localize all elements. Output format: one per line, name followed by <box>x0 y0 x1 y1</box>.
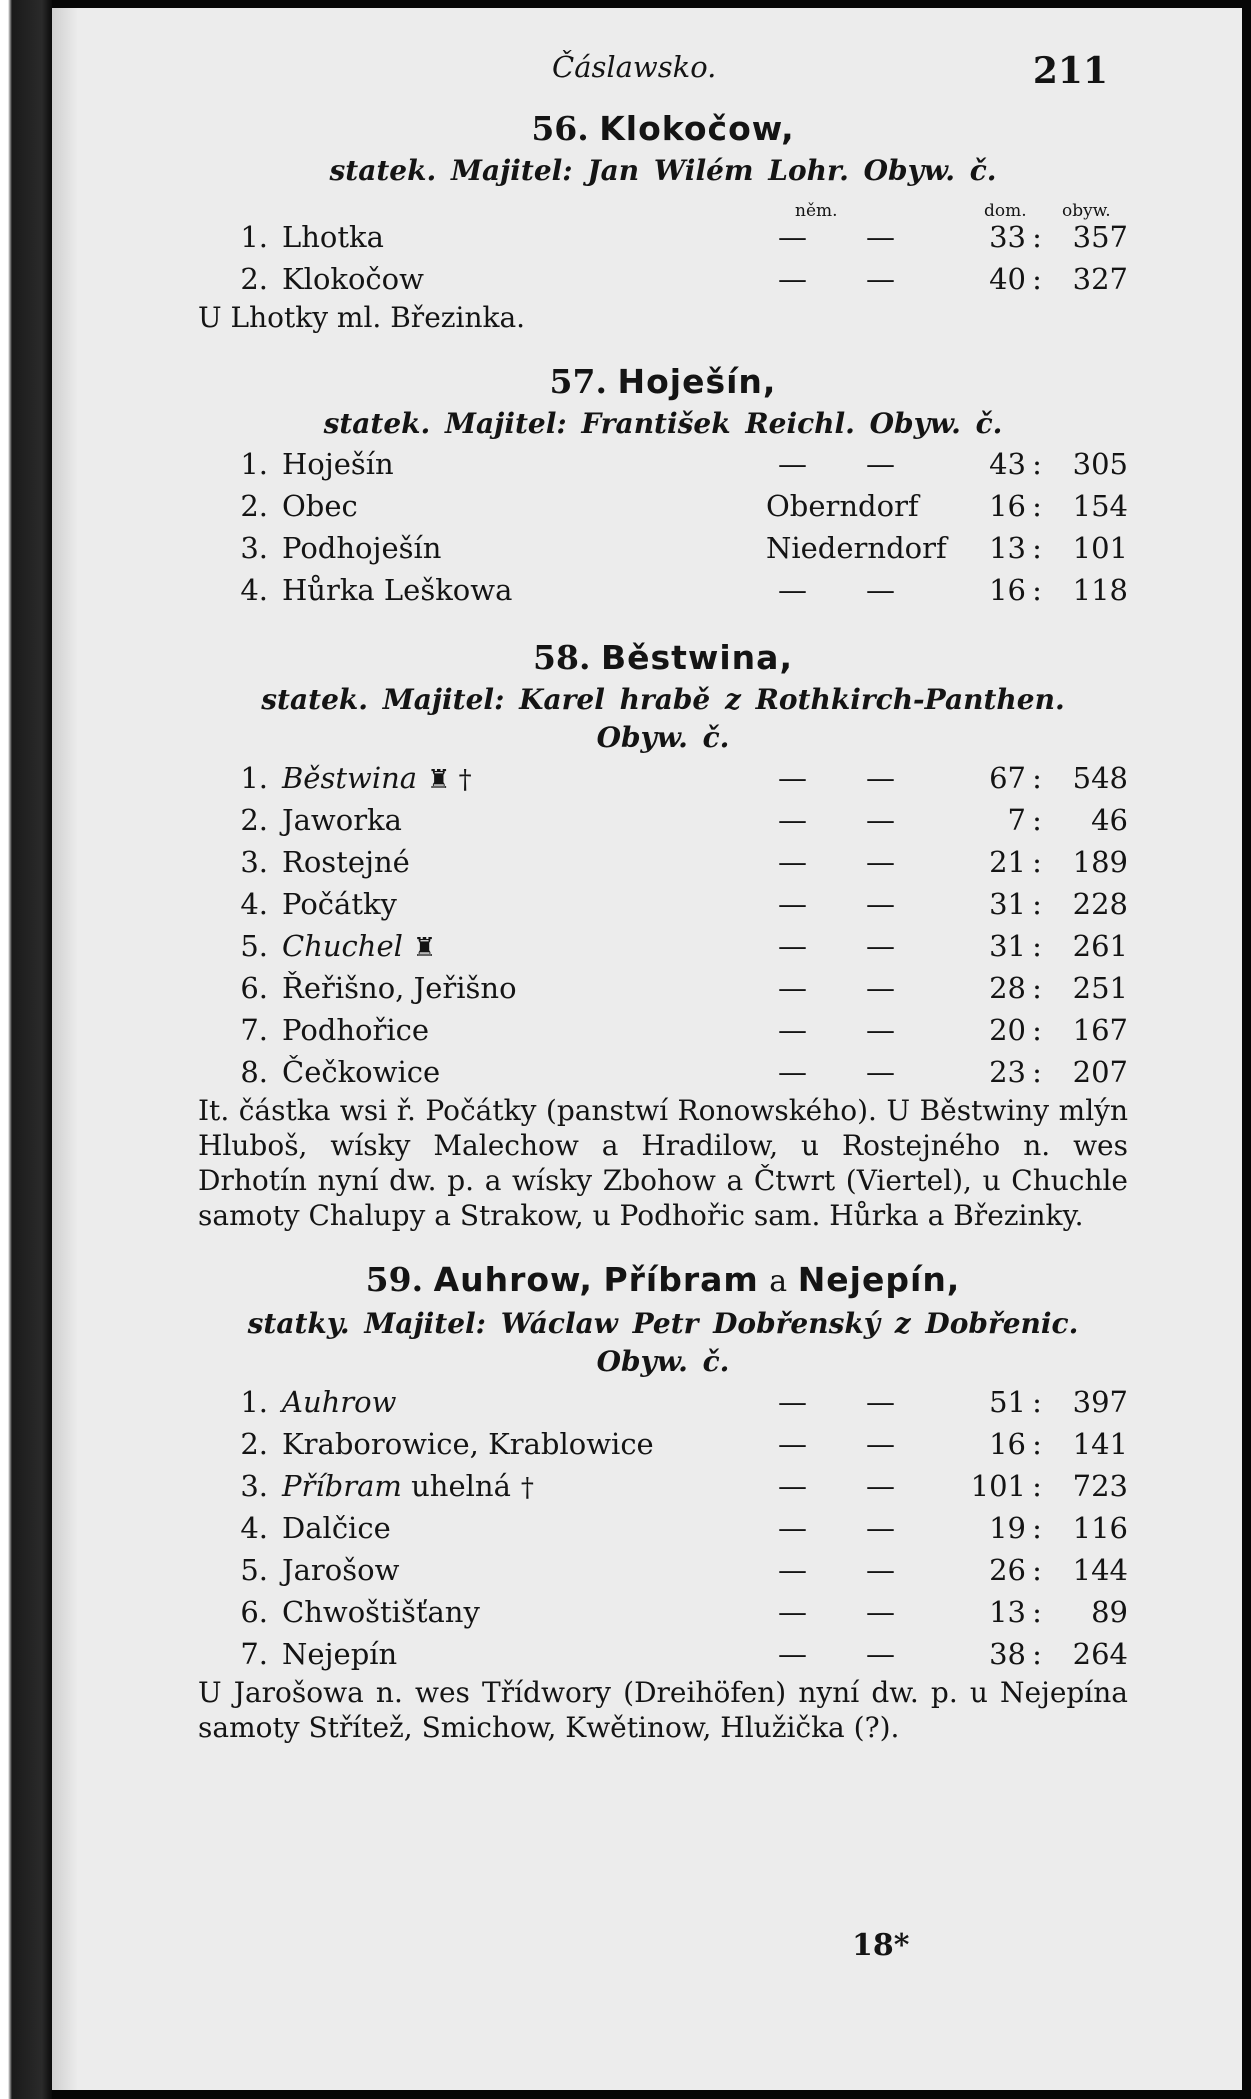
colon-separator: : <box>1032 1511 1042 1545</box>
colon-separator: : <box>1032 761 1042 795</box>
page-number: 211 <box>1032 50 1108 92</box>
dash-mark: — <box>778 1385 807 1419</box>
place-name: Počátky <box>282 887 397 921</box>
dash-mark: — <box>866 1595 895 1629</box>
table-row <box>198 1507 1128 1549</box>
colon-separator: : <box>1032 220 1042 254</box>
colon-separator: : <box>1032 262 1042 296</box>
colon-separator: : <box>1032 1469 1042 1503</box>
place-name: Nejepín <box>282 1637 398 1671</box>
place-cell <box>282 1591 480 1633</box>
population-count: 305 <box>1072 447 1128 481</box>
population-count: 167 <box>1072 1013 1128 1047</box>
house-count: 67 <box>989 761 1026 795</box>
place-cell <box>282 925 436 969</box>
dash-mark: — <box>778 220 807 254</box>
table-row <box>198 1549 1128 1591</box>
place-cell <box>282 1009 429 1051</box>
place-cell <box>282 757 472 801</box>
dash-mark: — <box>866 887 895 921</box>
section-note: It. částka wsi ř. Počátky (panstwí Ronowského). U Běstwiny mlýn Hluboš, wísky Malechow a Hradilow, u Rostejného n. wes Drhotín nyní dw. p. a wísky Zbohow a Čtwrt (Viertel), u Chuchle samoty Chalupy a Strakow, u Podhořic sam. Hůrka a Březinky. <box>198 1094 1128 1232</box>
place-cell <box>282 527 442 569</box>
place-name: Běstwina <box>282 761 418 795</box>
dash-mark: — <box>778 1055 807 1089</box>
population-count: 357 <box>1072 220 1128 254</box>
place-cell <box>282 443 394 485</box>
row-number: 7. <box>240 1637 268 1671</box>
colon-separator: : <box>1032 929 1042 963</box>
population-count: 101 <box>1072 531 1128 565</box>
column-header-nem: něm. <box>795 201 838 221</box>
dash-mark: — <box>778 447 807 481</box>
running-head-title: Čáslawsko. <box>552 50 717 84</box>
column-header-dom: dom. <box>984 201 1027 221</box>
row-number: 1. <box>240 220 268 254</box>
dash-mark: — <box>778 1511 807 1545</box>
row-number: 4. <box>240 887 268 921</box>
row-number: 6. <box>240 971 268 1005</box>
row-number: 4. <box>240 1511 268 1545</box>
house-count: 43 <box>989 447 1026 481</box>
dash-mark: — <box>778 761 807 795</box>
dash-mark: — <box>866 803 895 837</box>
row-number: 5. <box>240 929 268 963</box>
section-57 <box>198 359 1128 611</box>
column-header-obyv: obyw. <box>1062 201 1111 221</box>
table-row <box>198 1591 1128 1633</box>
house-count: 13 <box>989 531 1026 565</box>
table-row <box>198 569 1128 611</box>
table-row <box>198 485 1128 527</box>
dash-mark: — <box>778 1427 807 1461</box>
place-name: Kraborowice, Krablowice <box>282 1427 654 1461</box>
row-number: 1. <box>240 447 268 481</box>
row-number: 2. <box>240 803 268 837</box>
place-cell <box>282 883 397 925</box>
row-number: 3. <box>240 531 268 565</box>
place-name: Rostejné <box>282 845 410 879</box>
table-row <box>198 799 1128 841</box>
dash-mark: — <box>778 1595 807 1629</box>
place-cell <box>282 1633 397 1675</box>
section-56 <box>198 106 1128 335</box>
house-count: 31 <box>989 929 1026 963</box>
section-name-2: Příbram <box>603 1260 759 1299</box>
place-cell <box>282 841 410 883</box>
population-count: 141 <box>1072 1427 1128 1461</box>
dash-mark: — <box>866 971 895 1005</box>
place-symbol: ♜ † <box>427 765 472 795</box>
population-count: 207 <box>1072 1055 1128 1089</box>
place-name: Chwoštišťany <box>282 1595 480 1629</box>
dash-mark: — <box>778 1469 807 1503</box>
place-cell <box>282 1465 534 1509</box>
row-number: 2. <box>240 262 268 296</box>
table-row <box>198 1423 1128 1465</box>
german-name: Niederndorf <box>766 531 947 565</box>
dash-mark: — <box>866 1013 895 1047</box>
table-row <box>198 1465 1128 1507</box>
place-cell <box>282 1507 391 1549</box>
dash-mark: — <box>866 573 895 607</box>
colon-separator: : <box>1032 845 1042 879</box>
population-count: 154 <box>1072 489 1128 523</box>
section-number: 59. <box>365 1260 424 1299</box>
house-count: 21 <box>989 845 1026 879</box>
section-name: Běstwina, <box>600 638 793 677</box>
colon-separator: : <box>1032 489 1042 523</box>
house-count: 28 <box>989 971 1026 1005</box>
population-count: 46 <box>1091 803 1128 837</box>
house-count: 51 <box>989 1385 1026 1419</box>
row-number: 3. <box>240 845 268 879</box>
population-count: 261 <box>1072 929 1128 963</box>
section-subtitle-2: Obyw. č. <box>596 1345 730 1378</box>
section-name: Auhrow, <box>433 1260 593 1299</box>
dash-mark: — <box>866 1427 895 1461</box>
population-count: 264 <box>1072 1637 1128 1671</box>
place-name: Jaworka <box>282 803 402 837</box>
house-count: 16 <box>989 1427 1026 1461</box>
dash-mark: — <box>866 262 895 296</box>
german-name: Oberndorf <box>766 489 919 523</box>
row-number: 1. <box>240 761 268 795</box>
section-58 <box>198 635 1128 1233</box>
house-count: 33 <box>989 220 1026 254</box>
table-row <box>198 841 1128 883</box>
place-name: Řeřišno, Jeřišno <box>282 971 517 1005</box>
page-content <box>198 106 1128 1769</box>
section-59 <box>198 1257 1128 1745</box>
population-count: 89 <box>1091 1595 1128 1629</box>
place-cell <box>282 1549 399 1591</box>
table-rows <box>198 1381 1128 1675</box>
table-row <box>198 925 1128 967</box>
section-subtitle: statek. Majitel: František Reichl. Obyw. č. <box>323 407 1003 440</box>
section-name-3: Nejepín, <box>797 1260 961 1299</box>
section-subtitle: statek. Majitel: Jan Wilém Lohr. Obyw. č. <box>329 154 997 187</box>
dash-mark: — <box>866 845 895 879</box>
table-row <box>198 216 1128 258</box>
section-subtitle: statky. Majitel: Wáclaw Petr Dobřenský z Dobřenic. <box>247 1307 1079 1340</box>
dash-mark: — <box>866 1553 895 1587</box>
dash-mark: — <box>866 1055 895 1089</box>
house-count: 26 <box>989 1553 1026 1587</box>
place-symbol: ♜ <box>412 933 437 963</box>
dash-mark: — <box>866 220 895 254</box>
dash-mark: — <box>778 573 807 607</box>
row-number: 5. <box>240 1553 268 1587</box>
table-row <box>198 757 1128 799</box>
colon-separator: : <box>1032 447 1042 481</box>
section-heading <box>198 1257 1128 1305</box>
section-heading <box>198 106 1128 152</box>
population-count: 548 <box>1072 761 1128 795</box>
house-count: 19 <box>989 1511 1026 1545</box>
table-row <box>198 883 1128 925</box>
row-number: 2. <box>240 489 268 523</box>
dash-mark: — <box>866 447 895 481</box>
dash-mark: — <box>866 1637 895 1671</box>
place-name: Čečkowice <box>282 1055 441 1089</box>
place-cell <box>282 967 517 1009</box>
house-count: 7 <box>1007 803 1026 837</box>
population-count: 327 <box>1072 262 1128 296</box>
place-name: Příbram <box>282 1469 402 1503</box>
signature-mark: 18* <box>852 1928 910 1963</box>
section-note: U Jarošowa n. wes Třídwory (Dreihöfen) nyní dw. p. u Nejepína samoty Střítež, Smichow, Kwětinow, Hlužička (?). <box>198 1676 1128 1744</box>
house-count: 20 <box>989 1013 1026 1047</box>
section-subtitle-2: Obyw. č. <box>596 721 730 754</box>
place-symbol: † <box>520 1473 534 1503</box>
colon-separator: : <box>1032 887 1042 921</box>
colon-separator: : <box>1032 1637 1042 1671</box>
table-rows <box>198 443 1128 611</box>
table-rows <box>198 216 1128 300</box>
place-cell <box>282 216 384 258</box>
row-number: 1. <box>240 1385 268 1419</box>
place-cell <box>282 799 402 841</box>
section-heading <box>198 635 1128 681</box>
row-number: 2. <box>240 1427 268 1461</box>
colon-separator: : <box>1032 1595 1042 1629</box>
colon-separator: : <box>1032 573 1042 607</box>
table-row <box>198 527 1128 569</box>
place-cell <box>282 1381 396 1423</box>
row-number: 4. <box>240 573 268 607</box>
population-count: 251 <box>1072 971 1128 1005</box>
table-row <box>198 967 1128 1009</box>
place-cell <box>282 1051 440 1093</box>
place-name: Lhotka <box>282 220 384 254</box>
house-count: 16 <box>989 489 1026 523</box>
colon-separator: : <box>1032 971 1042 1005</box>
table-row <box>198 1051 1128 1093</box>
section-subtitle: statek. Majitel: Karel hrabě z Rothkirch-Panthen. <box>261 683 1065 716</box>
dash-mark: — <box>778 929 807 963</box>
section-name: Klokočow, <box>599 109 795 148</box>
population-count: 118 <box>1072 573 1128 607</box>
colon-separator: : <box>1032 1385 1042 1419</box>
colon-separator: : <box>1032 1013 1042 1047</box>
row-number: 8. <box>240 1055 268 1089</box>
colon-separator: : <box>1032 1055 1042 1089</box>
place-name: Podhoješín <box>282 531 442 565</box>
place-cell <box>282 258 424 300</box>
house-count: 13 <box>989 1595 1026 1629</box>
place-name: Podhořice <box>282 1013 430 1047</box>
place-name: Jarošow <box>282 1553 400 1587</box>
place-extra: uhelná <box>411 1469 511 1503</box>
dash-mark: — <box>866 1511 895 1545</box>
dash-mark: — <box>866 1385 895 1419</box>
row-number: 6. <box>240 1595 268 1629</box>
dash-mark: — <box>778 1013 807 1047</box>
population-count: 144 <box>1072 1553 1128 1587</box>
section-number: 57. <box>549 362 607 401</box>
colon-separator: : <box>1032 803 1042 837</box>
table-rows <box>198 757 1128 1093</box>
colon-separator: : <box>1032 1427 1042 1461</box>
population-count: 228 <box>1072 887 1128 921</box>
place-name: Klokočow <box>282 262 424 296</box>
dash-mark: — <box>778 262 807 296</box>
table-row <box>198 258 1128 300</box>
dash-mark: — <box>778 845 807 879</box>
place-cell <box>282 485 358 527</box>
place-cell <box>282 569 512 611</box>
dash-mark: — <box>778 887 807 921</box>
population-count: 116 <box>1072 1511 1128 1545</box>
colon-separator: : <box>1032 1553 1042 1587</box>
table-row <box>198 1381 1128 1423</box>
population-count: 189 <box>1072 845 1128 879</box>
colon-separator: : <box>1032 531 1042 565</box>
dash-mark: — <box>866 1469 895 1503</box>
book-page <box>52 8 1242 2090</box>
section-conjunction: a <box>769 1264 788 1299</box>
row-number: 7. <box>240 1013 268 1047</box>
dash-mark: — <box>778 1553 807 1587</box>
section-heading <box>198 359 1128 405</box>
section-note: U Lhotky ml. Březinka. <box>198 301 526 334</box>
place-name: Chuchel <box>282 929 403 963</box>
population-count: 397 <box>1072 1385 1128 1419</box>
place-name: Obec <box>282 489 358 523</box>
row-number: 3. <box>240 1469 268 1503</box>
house-count: 40 <box>989 262 1026 296</box>
dash-mark: — <box>866 929 895 963</box>
place-name: Hůrka Leškowa <box>282 573 513 607</box>
house-count: 31 <box>989 887 1026 921</box>
place-name: Auhrow <box>282 1385 397 1419</box>
place-cell <box>282 1423 654 1465</box>
dash-mark: — <box>778 971 807 1005</box>
house-count: 101 <box>970 1469 1026 1503</box>
table-row <box>198 1009 1128 1051</box>
place-name: Dalčice <box>282 1511 391 1545</box>
table-row <box>198 443 1128 485</box>
house-count: 16 <box>989 573 1026 607</box>
running-head <box>52 50 1242 94</box>
section-name: Hoješín, <box>617 362 777 401</box>
section-number: 58. <box>533 638 591 677</box>
table-row <box>198 1633 1128 1675</box>
house-count: 23 <box>989 1055 1026 1089</box>
dash-mark: — <box>866 761 895 795</box>
left-binding-strip <box>0 0 52 2099</box>
dash-mark: — <box>778 1637 807 1671</box>
house-count: 38 <box>989 1637 1026 1671</box>
column-headers <box>198 190 1128 221</box>
population-count: 723 <box>1072 1469 1128 1503</box>
place-name: Hoješín <box>282 447 394 481</box>
dash-mark: — <box>778 803 807 837</box>
section-number: 56. <box>531 109 589 148</box>
